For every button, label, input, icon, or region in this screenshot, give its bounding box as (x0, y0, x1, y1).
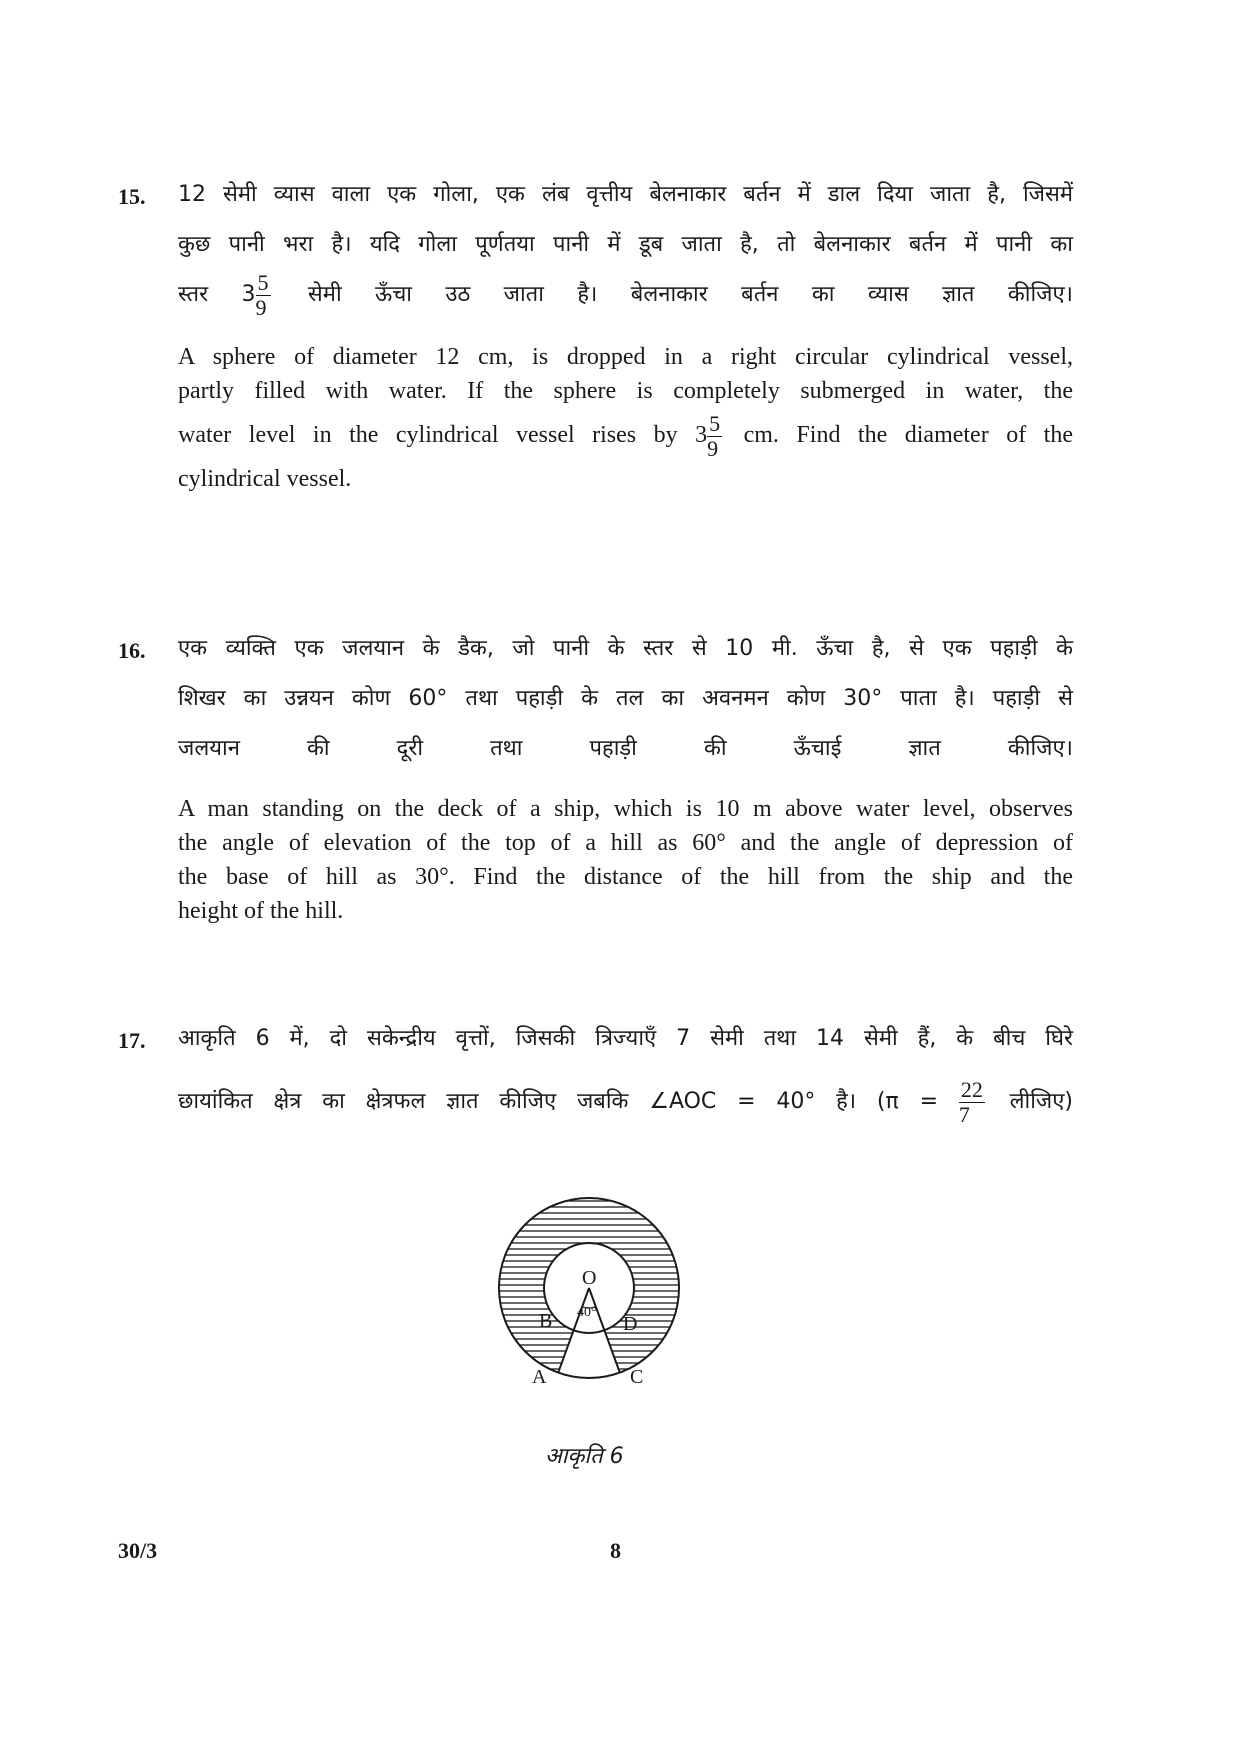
fraction-numerator: 5 (257, 269, 269, 295)
question-body (178, 1028, 1073, 1140)
fraction-numerator: 22 (960, 1076, 983, 1102)
question-hindi (178, 1014, 1073, 1140)
fraction (707, 410, 722, 461)
shaded-region (493, 1192, 685, 1392)
english-line: the angle of elevation of the top of a hill as 60° and the angle of depression of (178, 830, 1073, 856)
fraction-denominator: 7 (958, 1101, 970, 1127)
english-line (178, 408, 1073, 462)
hindi-line (178, 1064, 1073, 1140)
concentric-circles-figure (493, 1192, 685, 1392)
hindi-text: सेमी ऊँचा उठ जाता है। बेलनाकार बर्तन का व्यास ज्ञात कीजिए। (274, 282, 1074, 307)
question-english (178, 340, 1073, 496)
hindi-line: कुछ पानी भरा है। यदि गोला पूर्णतया पानी में डूब जाता है, तो बेलनाकार बर्तन में पानी का (178, 232, 1073, 257)
fraction-denominator: 9 (707, 435, 719, 461)
figure-caption: आकृति 6 (545, 1444, 624, 1469)
label-d: D (623, 1313, 638, 1335)
fraction-denominator: 9 (255, 294, 267, 320)
page-number: 8 (610, 1538, 621, 1563)
english-line: cylindrical vessel. (178, 466, 352, 492)
english-text: cm. Find the diameter of the (726, 422, 1073, 448)
hindi-line (178, 270, 1073, 320)
question-hindi (178, 624, 1073, 774)
label-angle: 40° (577, 1305, 597, 1320)
label-c: C (630, 1366, 644, 1388)
hindi-line: शिखर का उन्नयन कोण 60° तथा पहाड़ी के तल का अवनमन कोण 30° पाता है। पहाड़ी से (178, 686, 1073, 711)
question-number: 17. (118, 1028, 146, 1053)
english-line: the base of hill as 30°. Find the distance of the hill from the ship and the (178, 864, 1073, 890)
question-number: 15. (118, 184, 146, 209)
question-english (178, 792, 1073, 928)
hindi-text: छायांकित क्षेत्र का क्षेत्रफल ज्ञात कीजिए जबकि ∠AOC = 40° है। (π = (178, 1089, 959, 1114)
label-o: O (582, 1267, 597, 1289)
english-line: A sphere of diameter 12 cm, is dropped in a right circular cylindrical vessel, (178, 344, 1073, 370)
english-text: water level in the cylindrical vessel rises by 3 (178, 422, 708, 448)
paper-code: 30/3 (118, 1538, 158, 1563)
hindi-text: स्तर 3 (178, 282, 256, 307)
question-number: 16. (118, 638, 146, 663)
question-body (178, 184, 1073, 496)
english-line: height of the hill. (178, 898, 344, 924)
hindi-line: एक व्यक्ति एक जलयान के डैक, जो पानी के स्तर से 10 मी. ऊँचा है, से एक पहाड़ी के (178, 636, 1073, 661)
fraction (255, 269, 271, 320)
english-line: A man standing on the deck of a ship, which is 10 m above water level, observes (178, 796, 1073, 822)
hindi-line: 12 सेमी व्यास वाला एक गोला, एक लंब वृत्तीय बेलनाकार बर्तन में डाल दिया जाता है, जिसमें (178, 182, 1073, 207)
hindi-line: आकृति 6 में, दो सकेन्द्रीय वृत्तों, जिसकी त्रिज्याएँ 7 सेमी तथा 14 सेमी हैं, के बीच घिरे (178, 1026, 1073, 1051)
question-body (178, 638, 1073, 928)
label-b: B (539, 1310, 553, 1332)
label-a: A (532, 1366, 547, 1388)
fraction (958, 1076, 985, 1127)
hindi-text: लीजिए) (988, 1089, 1073, 1114)
question-hindi (178, 170, 1073, 320)
english-line: partly filled with water. If the sphere is completely submerged in water, the (178, 378, 1073, 404)
hindi-line: जलयान की दूरी तथा पहाड़ी की ऊँचाई ज्ञात कीजिए। (178, 736, 1073, 761)
fraction-numerator: 5 (709, 410, 721, 436)
